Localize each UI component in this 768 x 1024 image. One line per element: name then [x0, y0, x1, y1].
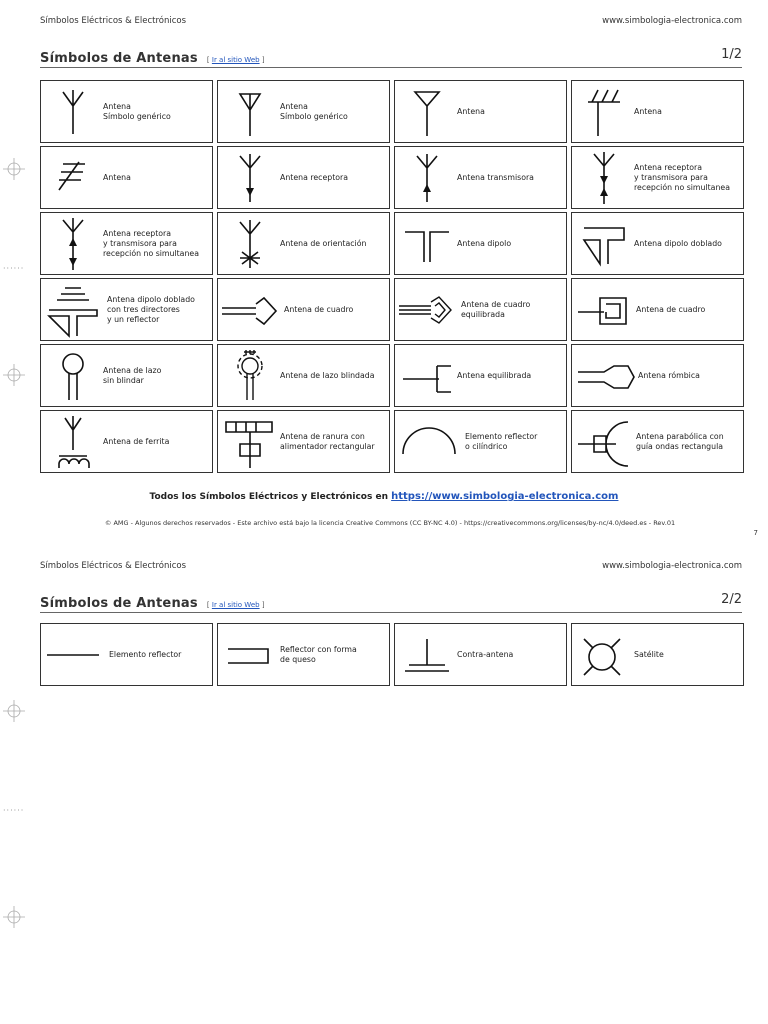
antenna-y-icon: [45, 84, 101, 140]
symbol-cell: [40, 212, 213, 275]
symbol-label: Reflector con forma de queso: [280, 644, 357, 664]
footer-notice: Todos los Símbolos Eléctricos y Electrónicos en https://www.simbologia-electronica.com: [149, 491, 619, 502]
symbol-cell: [217, 344, 390, 407]
page-number: 7: [753, 529, 758, 537]
symbol-label: Antena de cuadro: [284, 304, 354, 314]
symbol-label: Antena receptora: [280, 172, 349, 182]
header-website: www.simbologia-electronica.com: [602, 561, 742, 571]
symbol-label: Antena transmisora: [457, 172, 534, 182]
antenna-transmit-icon: [399, 150, 455, 206]
registration-mark-icon: [3, 364, 25, 386]
symbol-cell: [217, 146, 390, 209]
symbol-label: Antena receptora y transmisora para recepción no simultanea: [103, 228, 199, 258]
symbol-cell: [217, 278, 390, 341]
antenna-orientation-icon: [222, 216, 278, 272]
page-indicator: 2/2: [721, 592, 742, 607]
loop-unshielded-icon: [45, 348, 101, 404]
symbol-label: Antena: [457, 106, 485, 116]
symbol-cell: [394, 212, 567, 275]
page-header: [40, 561, 742, 573]
symbol-label: Antena Símbolo genérico: [103, 101, 171, 121]
website-link-group: [ Ir al sitio Web ]: [206, 56, 265, 64]
symbol-label: Contra-antena: [457, 649, 514, 659]
footer-license: © AMG - Algunos derechos reservados - Este archivo está bajo la licencia Creative Commons (CC BY-NC 4.0) - https://creativecommons.org/licenses/by-nc/4.0/deed.es - Rev.01: [104, 519, 676, 527]
antenna-rx-tx-arrows-icon: [45, 216, 101, 272]
dipole-icon: [399, 216, 455, 272]
symbol-cell: [394, 80, 567, 143]
symbol-label: Elemento reflector o cilíndrico: [465, 431, 538, 451]
antenna-triangle-icon: [222, 84, 278, 140]
header-title: Símbolos Eléctricos & Electrónicos: [40, 561, 187, 571]
symbol-label: Antena dipolo doblado con tres directores y un reflector: [107, 294, 195, 324]
website-link[interactable]: Ir al sitio Web: [211, 56, 260, 64]
balanced-antenna-icon: [399, 348, 455, 404]
symbol-cell: [571, 344, 744, 407]
website-link[interactable]: Ir al sitio Web: [211, 601, 260, 609]
parabolic-antenna-icon: [576, 414, 632, 470]
section-title-bar: [40, 47, 742, 68]
symbol-label: Satélite: [634, 649, 664, 659]
symbol-label: Antena de orientación: [280, 238, 367, 248]
symbol-cell: [394, 344, 567, 407]
symbol-cell: [40, 278, 213, 341]
website-link-group: [ Ir al sitio Web ]: [206, 601, 265, 609]
symbol-label: Elemento reflector: [109, 649, 182, 659]
symbol-label: Antena: [634, 106, 662, 116]
symbol-cell: [571, 623, 744, 686]
symbol-label: Antena: [103, 172, 131, 182]
section-title-bar: [40, 592, 742, 613]
page-header: [40, 16, 742, 28]
symbol-label: Antena rómbica: [638, 370, 700, 380]
header-website: www.simbologia-electronica.com: [602, 16, 742, 26]
page-indicator: 1/2: [721, 47, 742, 62]
symbol-cell: [394, 278, 567, 341]
symbol-cell: [571, 146, 744, 209]
slot-antenna-icon: [222, 414, 278, 470]
section-title: Símbolos de Antenas: [40, 51, 198, 66]
symbol-cell: [40, 80, 213, 143]
symbol-label: Antena de lazo blindada: [280, 370, 375, 380]
symbol-cell: [394, 146, 567, 209]
symbol-label: Antena de cuadro equilibrada: [461, 299, 531, 319]
dipole-directors-icon: [45, 282, 101, 338]
reflector-line-icon: [45, 627, 101, 683]
registration-mark-icon: [3, 158, 25, 180]
symbol-label: Antena parabólica con guía ondas rectangula: [636, 431, 724, 451]
registration-mark-icon: [3, 906, 25, 928]
antenna-receive-icon: [222, 150, 278, 206]
loop-square-icon: [576, 282, 632, 338]
symbol-cell: [40, 146, 213, 209]
symbol-cell: [40, 623, 213, 686]
symbol-cell: [217, 623, 390, 686]
section-title: Símbolos de Antenas: [40, 596, 198, 611]
symbol-label: Antena de lazo sin blindar: [103, 365, 162, 385]
footer-website-link[interactable]: https://www.simbologia-electronica.com: [391, 491, 619, 502]
cheese-reflector-icon: [222, 627, 278, 683]
antenna-comb-icon: [576, 84, 632, 140]
symbol-label: Antena de ranura con alimentador rectangular: [280, 431, 375, 451]
symbol-cell: [571, 80, 744, 143]
symbol-label: Antena receptora y transmisora para recepción no simultanea: [634, 162, 730, 192]
symbol-label: Antena Símbolo genérico: [280, 101, 348, 121]
symbol-cell: [217, 410, 390, 473]
loop-balanced-icon: [399, 282, 455, 338]
rhombic-antenna-icon: [576, 348, 632, 404]
header-title: Símbolos Eléctricos & Electrónicos: [40, 16, 187, 26]
folded-dipole-icon: [576, 216, 632, 272]
symbol-label: Antena de cuadro: [636, 304, 706, 314]
margin-dots: ······: [3, 806, 25, 815]
antenna-slanted-icon: [45, 150, 101, 206]
margin-dots: ······: [3, 264, 25, 273]
symbol-cell: [394, 623, 567, 686]
symbol-cell: [571, 410, 744, 473]
symbol-cell: [571, 212, 744, 275]
ferrite-antenna-icon: [45, 414, 101, 470]
symbol-cell: [40, 410, 213, 473]
antenna-v-icon: [399, 84, 455, 140]
loop-shielded-icon: [222, 348, 278, 404]
symbol-cell: [571, 278, 744, 341]
symbol-cell: [40, 344, 213, 407]
symbol-label: Antena dipolo doblado: [634, 238, 722, 248]
document-page-2: [0, 545, 768, 1024]
symbol-cell: [394, 410, 567, 473]
symbol-label: Antena de ferrita: [103, 436, 170, 446]
symbol-label: Antena dipolo: [457, 238, 512, 248]
counterpoise-icon: [399, 627, 455, 683]
antenna-rx-tx-icon: [576, 150, 632, 206]
symbol-cell: [217, 80, 390, 143]
symbol-cell: [217, 212, 390, 275]
reflector-arc-icon: [399, 414, 455, 470]
registration-mark-icon: [3, 700, 25, 722]
symbol-label: Antena equilibrada: [457, 370, 532, 380]
loop-diamond-icon: [222, 282, 278, 338]
satellite-icon: [576, 627, 632, 683]
